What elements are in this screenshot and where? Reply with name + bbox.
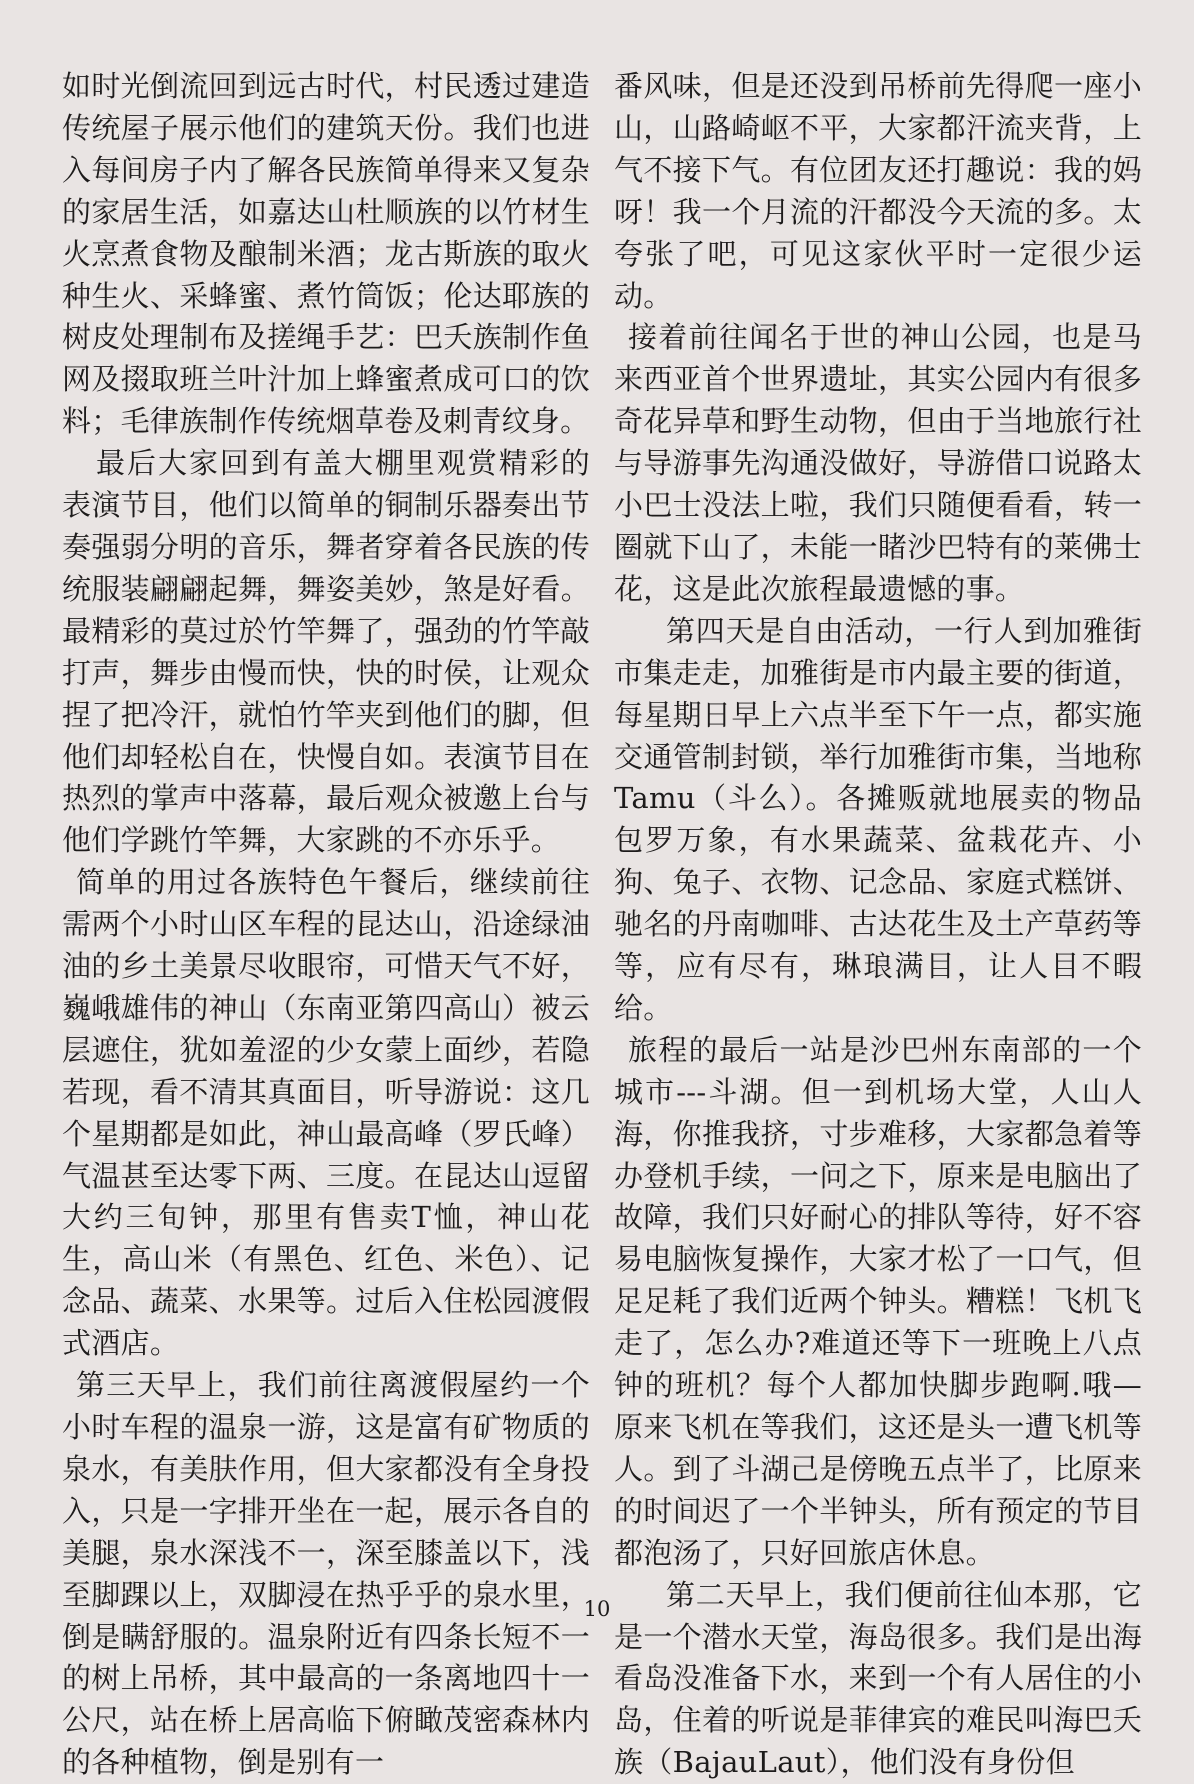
paragraph: 旅程的最后一站是沙巴州东南部的一个城市---斗湖。但一到机场大堂，人山人海，你推我挤，寸步难移，大家都急着等办登机手续，一问之下，原来是电脑出了故障，我们只好耐心的排队等待，好不容易电脑恢复操作，大家才松了一口气，但足足耗了我们近两个钟头。糟糕！飞机飞走了，怎么办?难道还等下一班晚上八点钟的班机？每个人都加快脚步跑啊.哦—原来飞机在等我们，这还是头一遭飞机等人。到了斗湖己是傍晚五点半了，比原来的时间迟了一个半钟头，所有预定的节目都泡汤了，只好回旅店休息。 [614,1032,1142,1570]
paragraph: 第四天是自由活动，一行人到加雅街市集走走，加雅街是市内最主要的街道，每星期日早上六点半至下午一点，都实施交通管制封锁，举行加雅街市集，当地称Tamu（斗么）。各摊贩就地展卖的物品包罗万象，有水果蔬菜、盆栽花卉、小狗、兔子、衣物、记念品、家庭式糕饼、驰名的丹南咖啡、古达花生及土产草药等等，应有尽有，琳琅满目，让人目不暇给。 [614,613,1142,1025]
left-text-column [62,66,590,1784]
paragraph: 如时光倒流回到远古时代，村民透过建造传统屋子展示他们的建筑天份。我们也进入每间房子内了解各民族简单得来又复杂的家居生活，如嘉达山杜顺族的以竹材生火烹煮食物及酿制米酒；龙古斯族的取火种生火、采蜂蜜、煮竹筒饭；伦达耶族的树皮处理制布及搓绳手艺：巴夭族制作鱼网及掇取班兰叶汁加上蜂蜜煮成可口的饮料；毛律族制作传统烟草卷及刺青纹身。 [62,69,590,439]
paragraph: 第三天早上，我们前往离渡假屋约一个小时车程的温泉一游，这是富有矿物质的泉水，有美肤作用，但大家都没有全身投入，只是一字排开坐在一起，展示各自的美腿，泉水深浅不一，深至膝盖以下，浅至脚踝以上，双脚浸在热乎乎的泉水里，倒是瞒舒服的。温泉附近有四条长短不一的树上吊桥，其中最高的一条离地四十一公尺，站在桥上居高临下俯瞰茂密森林内的各种植物，倒是别有一 [62,1368,590,1780]
right-text-column [614,66,1142,1784]
paragraph: 最后大家回到有盖大棚里观赏精彩的表演节目，他们以简单的铜制乐器奏出节奏强弱分明的音乐，舞者穿着各民族的传统服装翩翩起舞，舞姿美妙，煞是好看。最精彩的莫过於竹竿舞了，强劲的竹竿敲打声，舞步由慢而快，快的时侯，让观众捏了把冷汗，就怕竹竿夹到他们的脚，但他们却轻松自在，快慢自如。表演节目在热烈的掌声中落幕，最后观众被邀上台与他们学跳竹竿舞，大家跳的不亦乐乎。 [62,446,590,858]
paragraph: 接着前往闻名于世的神山公园，也是马来西亚首个世界遗址，其实公园内有很多奇花异草和野生动物，但由于当地旅行社与导游事先沟通没做好，导游借口说路太小巴士没法上啦，我们只随便看看，转一圈就下山了，未能一睹沙巴特有的莱佛士花，这是此次旅程最遗憾的事。 [614,320,1142,606]
paragraph: 番风味，但是还没到吊桥前先得爬一座小山，山路崎岖不平，大家都汗流夹背，上气不接下气。有位团友还打趣说：我的妈呀！我一个月流的汗都没今天流的多。太夸张了吧，可见这家伙平时一定很少运动。 [614,69,1142,313]
paragraph: 第二天早上，我们便前往仙本那，它是一个潜水天堂，海岛很多。我们是出海看岛没准备下水，来到一个有人居住的小岛，住着的听说是菲律宾的难民叫海巴夭族（BajauLaut），他们没有身份但 [614,1577,1142,1780]
paragraph: 简单的用过各族特色午餐后，继续前往需两个小时山区车程的昆达山，沿途绿油油的乡土美景尽收眼帘，可惜天气不好，巍峨雄伟的神山（东南亚第四高山）被云层遮住，犹如羞涩的少女蒙上面纱，若隐若现，看不清其真面目，听导游说：这几个星期都是如此，神山最高峰（罗氏峰）气温甚至达零下两、三度。在昆达山逗留大约三旬钟，那里有售卖T恤，神山花生，高山米（有黑色、红色、米色）、记念品、蔬菜、水果等。过后入住松园渡假式酒店。 [62,865,590,1361]
page-number: 10 [583,1597,611,1621]
